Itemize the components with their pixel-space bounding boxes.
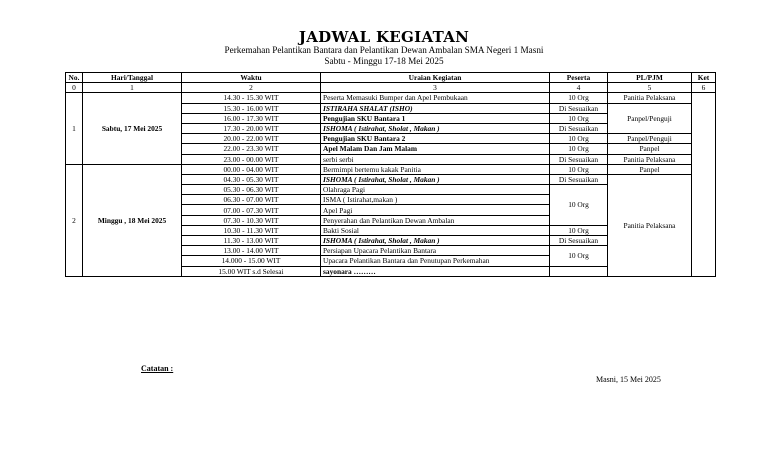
time-cell: 16.00 - 17.30 WIT — [182, 113, 321, 123]
peserta-cell: 10 Org — [550, 225, 608, 235]
col-number: 3 — [321, 83, 550, 93]
time-cell: 15.30 - 16.00 WIT — [182, 103, 321, 113]
document-subtitle: Perkemahan Pelantikan Bantara dan Pelantikan Dewan Ambalan SMA Negeri 1 Masni — [224, 45, 544, 55]
pl-cell: Panpel/Penguji — [608, 113, 692, 123]
time-cell: 10.30 - 11.30 WIT — [182, 225, 321, 235]
place-date: Masni, 15 Mei 2025 — [596, 375, 661, 384]
activity-cell: Persiapan Upacara Pelantikan Bantara — [321, 246, 550, 256]
peserta-cell: 10 Org — [550, 113, 608, 123]
document-title: JADWAL KEGIATAN — [298, 28, 470, 46]
time-cell: 14.000 - 15.00 WIT — [182, 256, 321, 266]
peserta-cell — [550, 266, 608, 276]
day-date: Minggu , 18 Mei 2025 — [83, 164, 182, 276]
time-cell: 04.30 - 05.30 WIT — [182, 174, 321, 184]
pl-cell-merged: Panitia Pelaksana — [608, 174, 692, 276]
peserta-cell: 10 Org — [550, 93, 608, 103]
time-cell: 00.00 - 04.00 WIT — [182, 164, 321, 174]
peserta-cell: Di Sesuaikan — [550, 174, 608, 184]
ket-cell — [692, 93, 716, 276]
activity-cell: Bakti Sosial — [321, 225, 550, 235]
col-number: 1 — [83, 83, 182, 93]
time-cell: 22.00 - 23.30 WIT — [182, 144, 321, 154]
activity-cell: Pengujian SKU Bantara 1 — [321, 113, 550, 123]
time-cell: 07.00 - 07.30 WIT — [182, 205, 321, 215]
col-number: 0 — [66, 83, 83, 93]
schedule-table — [65, 72, 716, 277]
activity-cell: ISHOMA ( Istirahat, Sholat , Makan ) — [321, 123, 550, 133]
activity-cell: Bermimpi bertemu kakak Panitia — [321, 164, 550, 174]
table-row — [66, 93, 716, 103]
col-header-day: Hari/Tanggal — [83, 73, 182, 83]
col-number: 4 — [550, 83, 608, 93]
pl-cell — [608, 123, 692, 133]
col-header-peserta: Peserta — [550, 73, 608, 83]
activity-cell: ISHOMA ( Istirahat, Sholat , Makan ) — [321, 174, 550, 184]
activity-cell: sayonara ……… — [321, 266, 550, 276]
day-number: 2 — [66, 164, 83, 276]
peserta-cell: 10 Org — [550, 164, 608, 174]
col-header-time: Waktu — [182, 73, 321, 83]
col-number: 2 — [182, 83, 321, 93]
activity-cell: Upacara Pelantikan Bantara dan Penutupan Perkemahan — [321, 256, 550, 266]
col-header-ket: Ket — [692, 73, 716, 83]
peserta-cell: 10 Org — [550, 144, 608, 154]
pl-cell: Panpel — [608, 164, 692, 174]
time-cell: 20.00 - 22.00 WIT — [182, 134, 321, 144]
notes-label: Catatan : — [141, 364, 174, 373]
peserta-cell: Di Sesuaikan — [550, 123, 608, 133]
activity-cell: Penyerahan dan Pelantikan Dewan Ambalan — [321, 215, 550, 225]
time-cell: 06.30 - 07.00 WIT — [182, 195, 321, 205]
activity-cell: Pengujian SKU Bantara 2 — [321, 134, 550, 144]
time-cell: 14.30 - 15.30 WIT — [182, 93, 321, 103]
pl-cell: Panitia Pelaksana — [608, 93, 692, 103]
pl-cell: Panpel/Penguji — [608, 134, 692, 144]
time-cell: 23.00 - 00.00 WIT — [182, 154, 321, 164]
col-number: 6 — [692, 83, 716, 93]
col-number: 5 — [608, 83, 692, 93]
peserta-cell: Di Sesuaikan — [550, 103, 608, 113]
day-number: 1 — [66, 93, 83, 164]
activity-cell: Apel Malam Dan Jam Malam — [321, 144, 550, 154]
peserta-cell-merged: 10 Org — [550, 246, 608, 266]
time-cell: 17.30 - 20.00 WIT — [182, 123, 321, 133]
time-cell: 05.30 - 06.30 WIT — [182, 185, 321, 195]
col-header-pl: PL/PJM — [608, 73, 692, 83]
pl-cell — [608, 103, 692, 113]
table-row — [66, 164, 716, 174]
time-cell: 07.30 - 10.30 WIT — [182, 215, 321, 225]
activity-cell: ISTIRAHA SHALAT (ISHO) — [321, 103, 550, 113]
activity-cell: ISHOMA ( Istirahat, Sholat , Makan ) — [321, 236, 550, 246]
peserta-cell-merged: 10 Org — [550, 185, 608, 226]
time-cell: 13.00 - 14.00 WIT — [182, 246, 321, 256]
pl-cell: Panpel — [608, 144, 692, 154]
activity-cell: Peserta Memasuki Bumper dan Apel Pembukaan — [321, 93, 550, 103]
day-date: Sabtu, 17 Mei 2025 — [83, 93, 182, 164]
column-number-row — [66, 83, 716, 93]
peserta-cell: Di Sesuaikan — [550, 154, 608, 164]
time-cell: 11.30 - 13.00 WIT — [182, 236, 321, 246]
table-header-row — [66, 73, 716, 83]
activity-cell: serbi serbi — [321, 154, 550, 164]
peserta-cell: Di Sesuaikan — [550, 236, 608, 246]
col-header-no: No. — [66, 73, 83, 83]
time-cell: 15.00 WIT s.d Selesai — [182, 266, 321, 276]
activity-cell: Apel Pagi — [321, 205, 550, 215]
activity-cell: ISMA ( Istirahat,makan ) — [321, 195, 550, 205]
activity-cell: Olahraga Pagi — [321, 185, 550, 195]
peserta-cell: 10 Org — [550, 134, 608, 144]
document-date-range: Sabtu - Minggu 17-18 Mei 2025 — [324, 56, 444, 66]
pl-cell: Panitia Pelaksana — [608, 154, 692, 164]
col-header-activity: Uraian Kegiatan — [321, 73, 550, 83]
